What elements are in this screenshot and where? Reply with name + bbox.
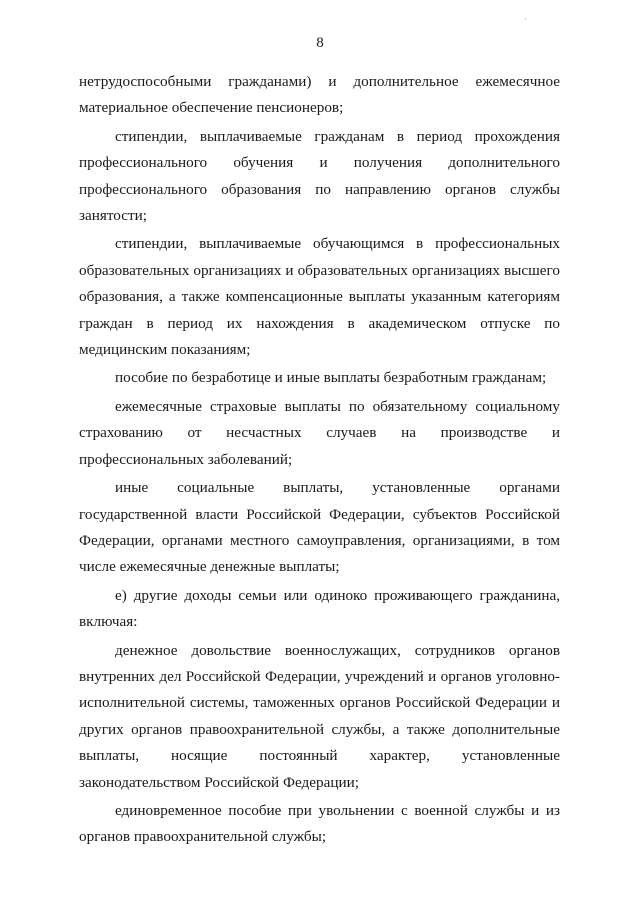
- paragraph: стипендии, выплачиваемые гражданам в период прохождения профессионального обучения и получения дополнительного профессионального образования по направлению органов службы занятости;: [79, 127, 560, 225]
- paragraph: е) другие доходы семьи или одиноко проживающего гражданина, включая:: [79, 586, 560, 631]
- document-body: [79, 69, 560, 853]
- paragraph: денежное довольствие военнослужащих, сотрудников органов внутренних дел Российской Федерации, учреждений и органов уголовно-исполнительной системы, таможенных органов Российской Федерации и других органов правоохранительной службы, а также дополнительные выплаты, носящие постоянный характер, установленные законодательством Российской Федерации;: [79, 641, 560, 791]
- paragraph: иные социальные выплаты, установленные органами государственной власти Российской Федерации, субъектов Российской Федерации, органами местного самоуправления, организациями, в том числе ежемесячные денежные выплаты;: [79, 479, 560, 576]
- paragraph: пособие по безработице и иные выплаты безработным гражданам;: [115, 369, 547, 387]
- paragraph: единовременное пособие при увольнении с военной службы и из органов правоохранительной службы;: [79, 801, 560, 846]
- paragraph: нетрудоспособными гражданами) и дополнительное ежемесячное материальное обеспечение пенсионеров;: [79, 73, 560, 117]
- paragraph: ежемесячные страховые выплаты по обязательному социальному страхованию от несчастных случаев на производстве и профессиональных заболеваний;: [79, 397, 560, 468]
- paragraph: стипендии, выплачиваемые обучающимся в профессиональных образовательных организациях и образовательных организациях высшего образования, а также компенсационные выплаты указанным категориям граждан в период их нахождения в академическом отпуске по медицинским показаниям;: [79, 235, 560, 359]
- corner-mark: ·: [524, 14, 527, 24]
- page-number: 8: [316, 35, 324, 51]
